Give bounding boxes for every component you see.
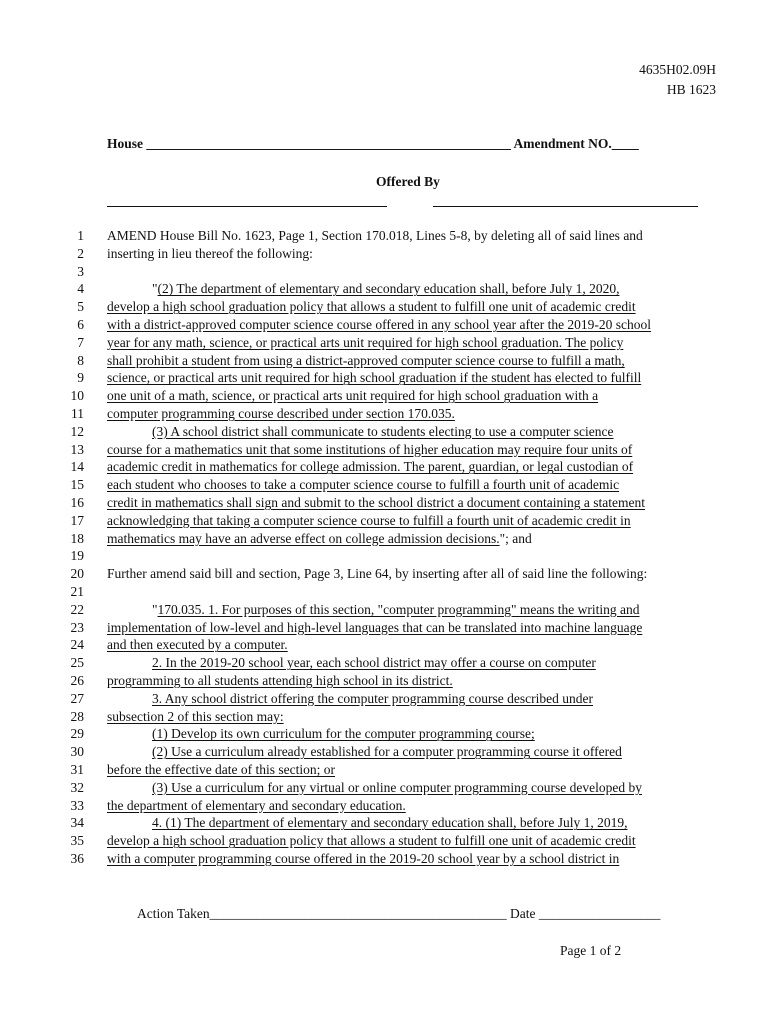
text-segment: Further amend said bill and section, Page 3, Line 64, by inserting after all of said line the following: bbox=[107, 566, 648, 582]
amendment-label: Amendment NO.____ bbox=[513, 136, 639, 151]
line-number: 3 bbox=[77, 263, 84, 279]
text-line bbox=[152, 780, 642, 796]
text-segment: inserting in lieu thereof the following: bbox=[107, 245, 313, 261]
text-line bbox=[107, 513, 631, 529]
inserted-text: mathematics may have an adverse effect on college admission decisions. bbox=[107, 530, 500, 546]
inserted-text: with a district-approved computer science course offered in any school year after the 2019-20 school bbox=[107, 317, 652, 332]
action-row bbox=[137, 906, 660, 922]
action-taken-blank: ____________________________________________ bbox=[209, 906, 507, 921]
inserted-text: programming to all students attending high school in its district. bbox=[107, 673, 453, 688]
line-number: 36 bbox=[70, 851, 84, 866]
inserted-text: with a computer programming course offered in the 2019-20 school year by a school district in bbox=[107, 851, 620, 866]
line-number: 29 bbox=[70, 726, 84, 742]
text-line bbox=[152, 726, 535, 742]
text-line bbox=[107, 370, 641, 386]
inserted-text: 2. In the 2019-20 school year, each school district may offer a course on computer bbox=[152, 655, 596, 671]
line-number: 5 bbox=[77, 299, 84, 315]
text-line bbox=[107, 531, 532, 547]
inserted-text: credit in mathematics shall sign and submit to the school district a document containing a statement bbox=[107, 495, 646, 510]
text-line bbox=[107, 637, 288, 653]
text-line bbox=[107, 833, 636, 849]
text-line bbox=[152, 744, 622, 760]
inserted-text: 170.035. 1. For purposes of this section, "computer programming" means the writing and bbox=[157, 601, 640, 617]
text-line bbox=[152, 691, 593, 707]
line-number: 24 bbox=[70, 637, 84, 653]
date-label: Date bbox=[510, 906, 536, 921]
line-number: 15 bbox=[70, 477, 84, 493]
text-line bbox=[107, 442, 632, 458]
bill-number: HB 1623 bbox=[666, 82, 716, 97]
line-number: 30 bbox=[70, 744, 84, 760]
line-number: 19 bbox=[70, 548, 84, 564]
inserted-text: implementation of low-level and high-level languages that can be translated into machine language bbox=[107, 619, 643, 635]
line-number: 16 bbox=[70, 495, 84, 510]
text-segment: " bbox=[152, 281, 158, 297]
inserted-text: (2) The department of elementary and secondary education shall, before July 1, 2020, bbox=[157, 281, 620, 297]
line-number: 32 bbox=[70, 779, 84, 795]
line-number: 22 bbox=[70, 601, 84, 617]
inserted-text: shall prohibit a student from using a district-approved computer science course to fulfill a math, bbox=[107, 352, 625, 368]
text-segment: " bbox=[152, 601, 158, 617]
line-number: 20 bbox=[70, 566, 84, 582]
page-number: Page 1 of 2 bbox=[560, 943, 622, 958]
text-line bbox=[152, 602, 639, 618]
line-number: 11 bbox=[71, 406, 84, 421]
text-line bbox=[107, 388, 598, 404]
text-line bbox=[107, 851, 619, 867]
inserted-text: (2) Use a curriculum already established for a computer programming course it offered bbox=[152, 744, 622, 760]
inserted-text: before the effective date of this section; or bbox=[107, 762, 336, 777]
text-line bbox=[107, 620, 642, 636]
text-line bbox=[107, 353, 625, 369]
text-line bbox=[107, 299, 636, 315]
offered-by-line-left bbox=[107, 206, 387, 207]
offered-by-line-right bbox=[433, 206, 698, 207]
text-line bbox=[107, 673, 453, 689]
line-number: 21 bbox=[70, 584, 84, 599]
inserted-text: 4. (1) The department of elementary and secondary education shall, before July 1, 2019, bbox=[152, 815, 628, 831]
house-blank: ______________________________________________________ bbox=[146, 136, 511, 151]
inserted-text: (3) A school district shall communicate to students electing to use a computer science bbox=[152, 423, 614, 439]
inserted-text: computer programming course described under section 170.035. bbox=[107, 406, 455, 421]
inserted-text: develop a high school graduation policy that allows a student to fulfill one unit of academic credit bbox=[107, 299, 636, 315]
line-number: 34 bbox=[70, 815, 84, 831]
house-row bbox=[107, 136, 639, 152]
line-number: 13 bbox=[70, 441, 84, 457]
inserted-text: academic credit in mathematics for college admission. The parent, guardian, or legal custodian of bbox=[107, 459, 634, 475]
inserted-text: (1) Develop its own curriculum for the computer programming course; bbox=[152, 726, 535, 742]
text-line bbox=[107, 317, 651, 333]
inserted-text: develop a high school graduation policy that allows a student to fulfill one unit of academic credit bbox=[107, 833, 636, 849]
action-taken-label: Action Taken bbox=[137, 906, 210, 921]
line-number: 23 bbox=[70, 619, 84, 635]
line-number: 25 bbox=[70, 655, 84, 671]
text-line bbox=[107, 709, 284, 725]
line-number: 2 bbox=[77, 245, 84, 261]
line-number: 33 bbox=[70, 797, 84, 813]
line-number: 9 bbox=[77, 370, 84, 386]
line-number: 14 bbox=[70, 459, 84, 475]
text-line bbox=[152, 281, 619, 297]
text-line bbox=[152, 815, 627, 831]
line-number: 28 bbox=[70, 708, 84, 724]
inserted-text: acknowledging that taking a computer science course to fulfill a fourth unit of academic credit in bbox=[107, 512, 631, 528]
inserted-text: and then executed by a computer. bbox=[107, 637, 288, 653]
text-line bbox=[152, 655, 596, 671]
line-number: 10 bbox=[70, 388, 84, 404]
line-number: 4 bbox=[77, 281, 84, 297]
date-blank: __________________ bbox=[538, 906, 661, 921]
doc-code: 4635H02.09H bbox=[639, 62, 716, 77]
offered-by-label: Offered By bbox=[376, 174, 440, 189]
inserted-text: (3) Use a curriculum for any virtual or online computer programming course developed by bbox=[152, 779, 642, 795]
text-segment: AMEND House Bill No. 1623, Page 1, Section 170.018, Lines 5-8, by deleting all of said lines and bbox=[107, 228, 643, 243]
line-number: 12 bbox=[70, 423, 84, 439]
text-line bbox=[107, 228, 643, 244]
text-line bbox=[107, 566, 647, 582]
text-line bbox=[107, 335, 623, 351]
inserted-text: subsection 2 of this section may: bbox=[107, 708, 284, 724]
inserted-text: one unit of a math, science, or practical arts unit required for high school graduation with a bbox=[107, 388, 599, 404]
line-number: 18 bbox=[70, 530, 84, 546]
inserted-text: each student who chooses to take a computer science course to fulfill a fourth unit of academic bbox=[107, 477, 620, 493]
text-line bbox=[107, 798, 406, 814]
text-line bbox=[107, 495, 645, 511]
inserted-text: 3. Any school district offering the computer programming course described under bbox=[152, 690, 594, 706]
line-number: 8 bbox=[77, 352, 84, 368]
inserted-text: science, or practical arts unit required for high school graduation if the student has elected to fulfill bbox=[107, 370, 642, 386]
line-number: 31 bbox=[70, 762, 84, 777]
line-number: 26 bbox=[70, 673, 84, 688]
text-line bbox=[152, 424, 614, 440]
line-number: 6 bbox=[77, 317, 84, 332]
text-segment: "; and bbox=[499, 530, 532, 546]
house-label: House bbox=[107, 136, 144, 151]
line-number: 1 bbox=[77, 228, 84, 243]
text-line bbox=[107, 477, 619, 493]
line-number: 7 bbox=[77, 334, 84, 350]
inserted-text: the department of elementary and secondary education. bbox=[107, 797, 406, 813]
inserted-text: year for any math, science, or practical arts unit required for high school graduation. The policy bbox=[107, 334, 624, 350]
text-line bbox=[107, 406, 455, 422]
text-line bbox=[107, 246, 313, 262]
text-line bbox=[107, 459, 633, 475]
line-number: 35 bbox=[70, 833, 84, 849]
inserted-text: course for a mathematics unit that some institutions of higher education may require four units of bbox=[107, 441, 633, 457]
line-number: 27 bbox=[70, 690, 84, 706]
text-line bbox=[107, 762, 335, 778]
line-number: 17 bbox=[70, 512, 84, 528]
